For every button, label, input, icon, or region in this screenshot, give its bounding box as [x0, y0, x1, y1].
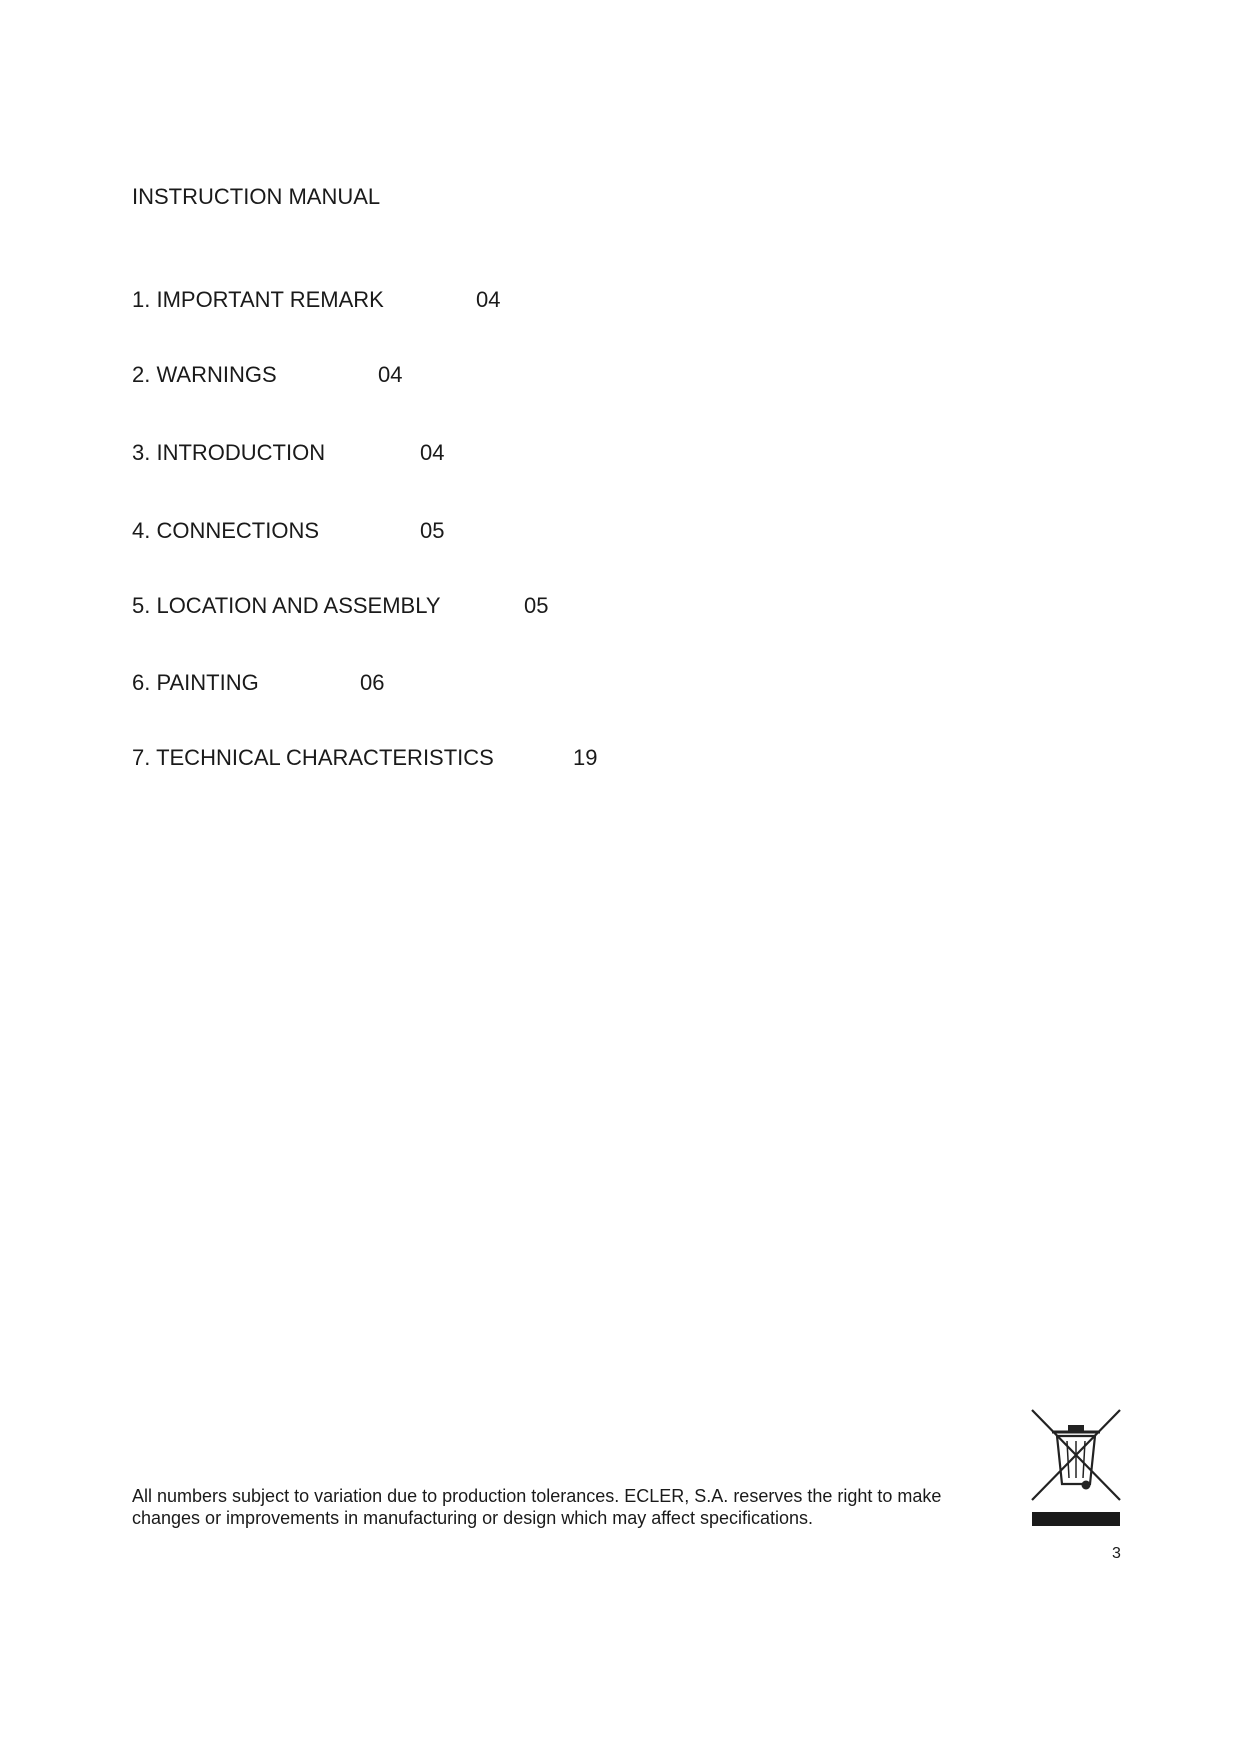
toc-entry [132, 287, 500, 313]
toc-entry-page: 04 [420, 440, 445, 465]
toc-entry-label: 5. LOCATION AND ASSEMBLY [132, 593, 441, 618]
toc-entry-label: 4. CONNECTIONS [132, 518, 320, 543]
toc-entry-page: 05 [524, 593, 549, 618]
toc-entry-label: 3. INTRODUCTION [132, 440, 326, 465]
toc-entry-page: 04 [378, 362, 403, 387]
page-number: 3 [1112, 1545, 1121, 1562]
weee-crossed-bin-icon [1030, 1408, 1122, 1528]
disclaimer-line-1: All numbers subject to variation due to production tolerances. ECLER, S.A. reserves the right to make [132, 1486, 942, 1506]
toc-entry [132, 670, 384, 696]
toc-entry [132, 518, 444, 544]
toc-entry-page: 05 [420, 518, 445, 543]
toc-entry-label: 6. PAINTING [132, 670, 259, 695]
toc-entry-label: 7. TECHNICAL CHARACTERISTICS [132, 745, 494, 770]
toc-entry-page: 04 [476, 287, 501, 312]
disclaimer-note [132, 1485, 1012, 1529]
disclaimer-line-2: changes or improvements in manufacturing or design which may affect specifications. [132, 1508, 814, 1528]
toc-entry-page: 06 [360, 670, 385, 695]
toc-entry [132, 593, 548, 619]
toc-entry-page: 19 [573, 745, 598, 770]
manual-title: INSTRUCTION MANUAL [132, 184, 381, 209]
toc-entry-label: 2. WARNINGS [132, 362, 277, 387]
toc-entry-label: 1. IMPORTANT REMARK [132, 287, 384, 312]
toc-entry [132, 362, 402, 388]
toc-entry [132, 745, 597, 771]
toc-entry [132, 440, 444, 466]
